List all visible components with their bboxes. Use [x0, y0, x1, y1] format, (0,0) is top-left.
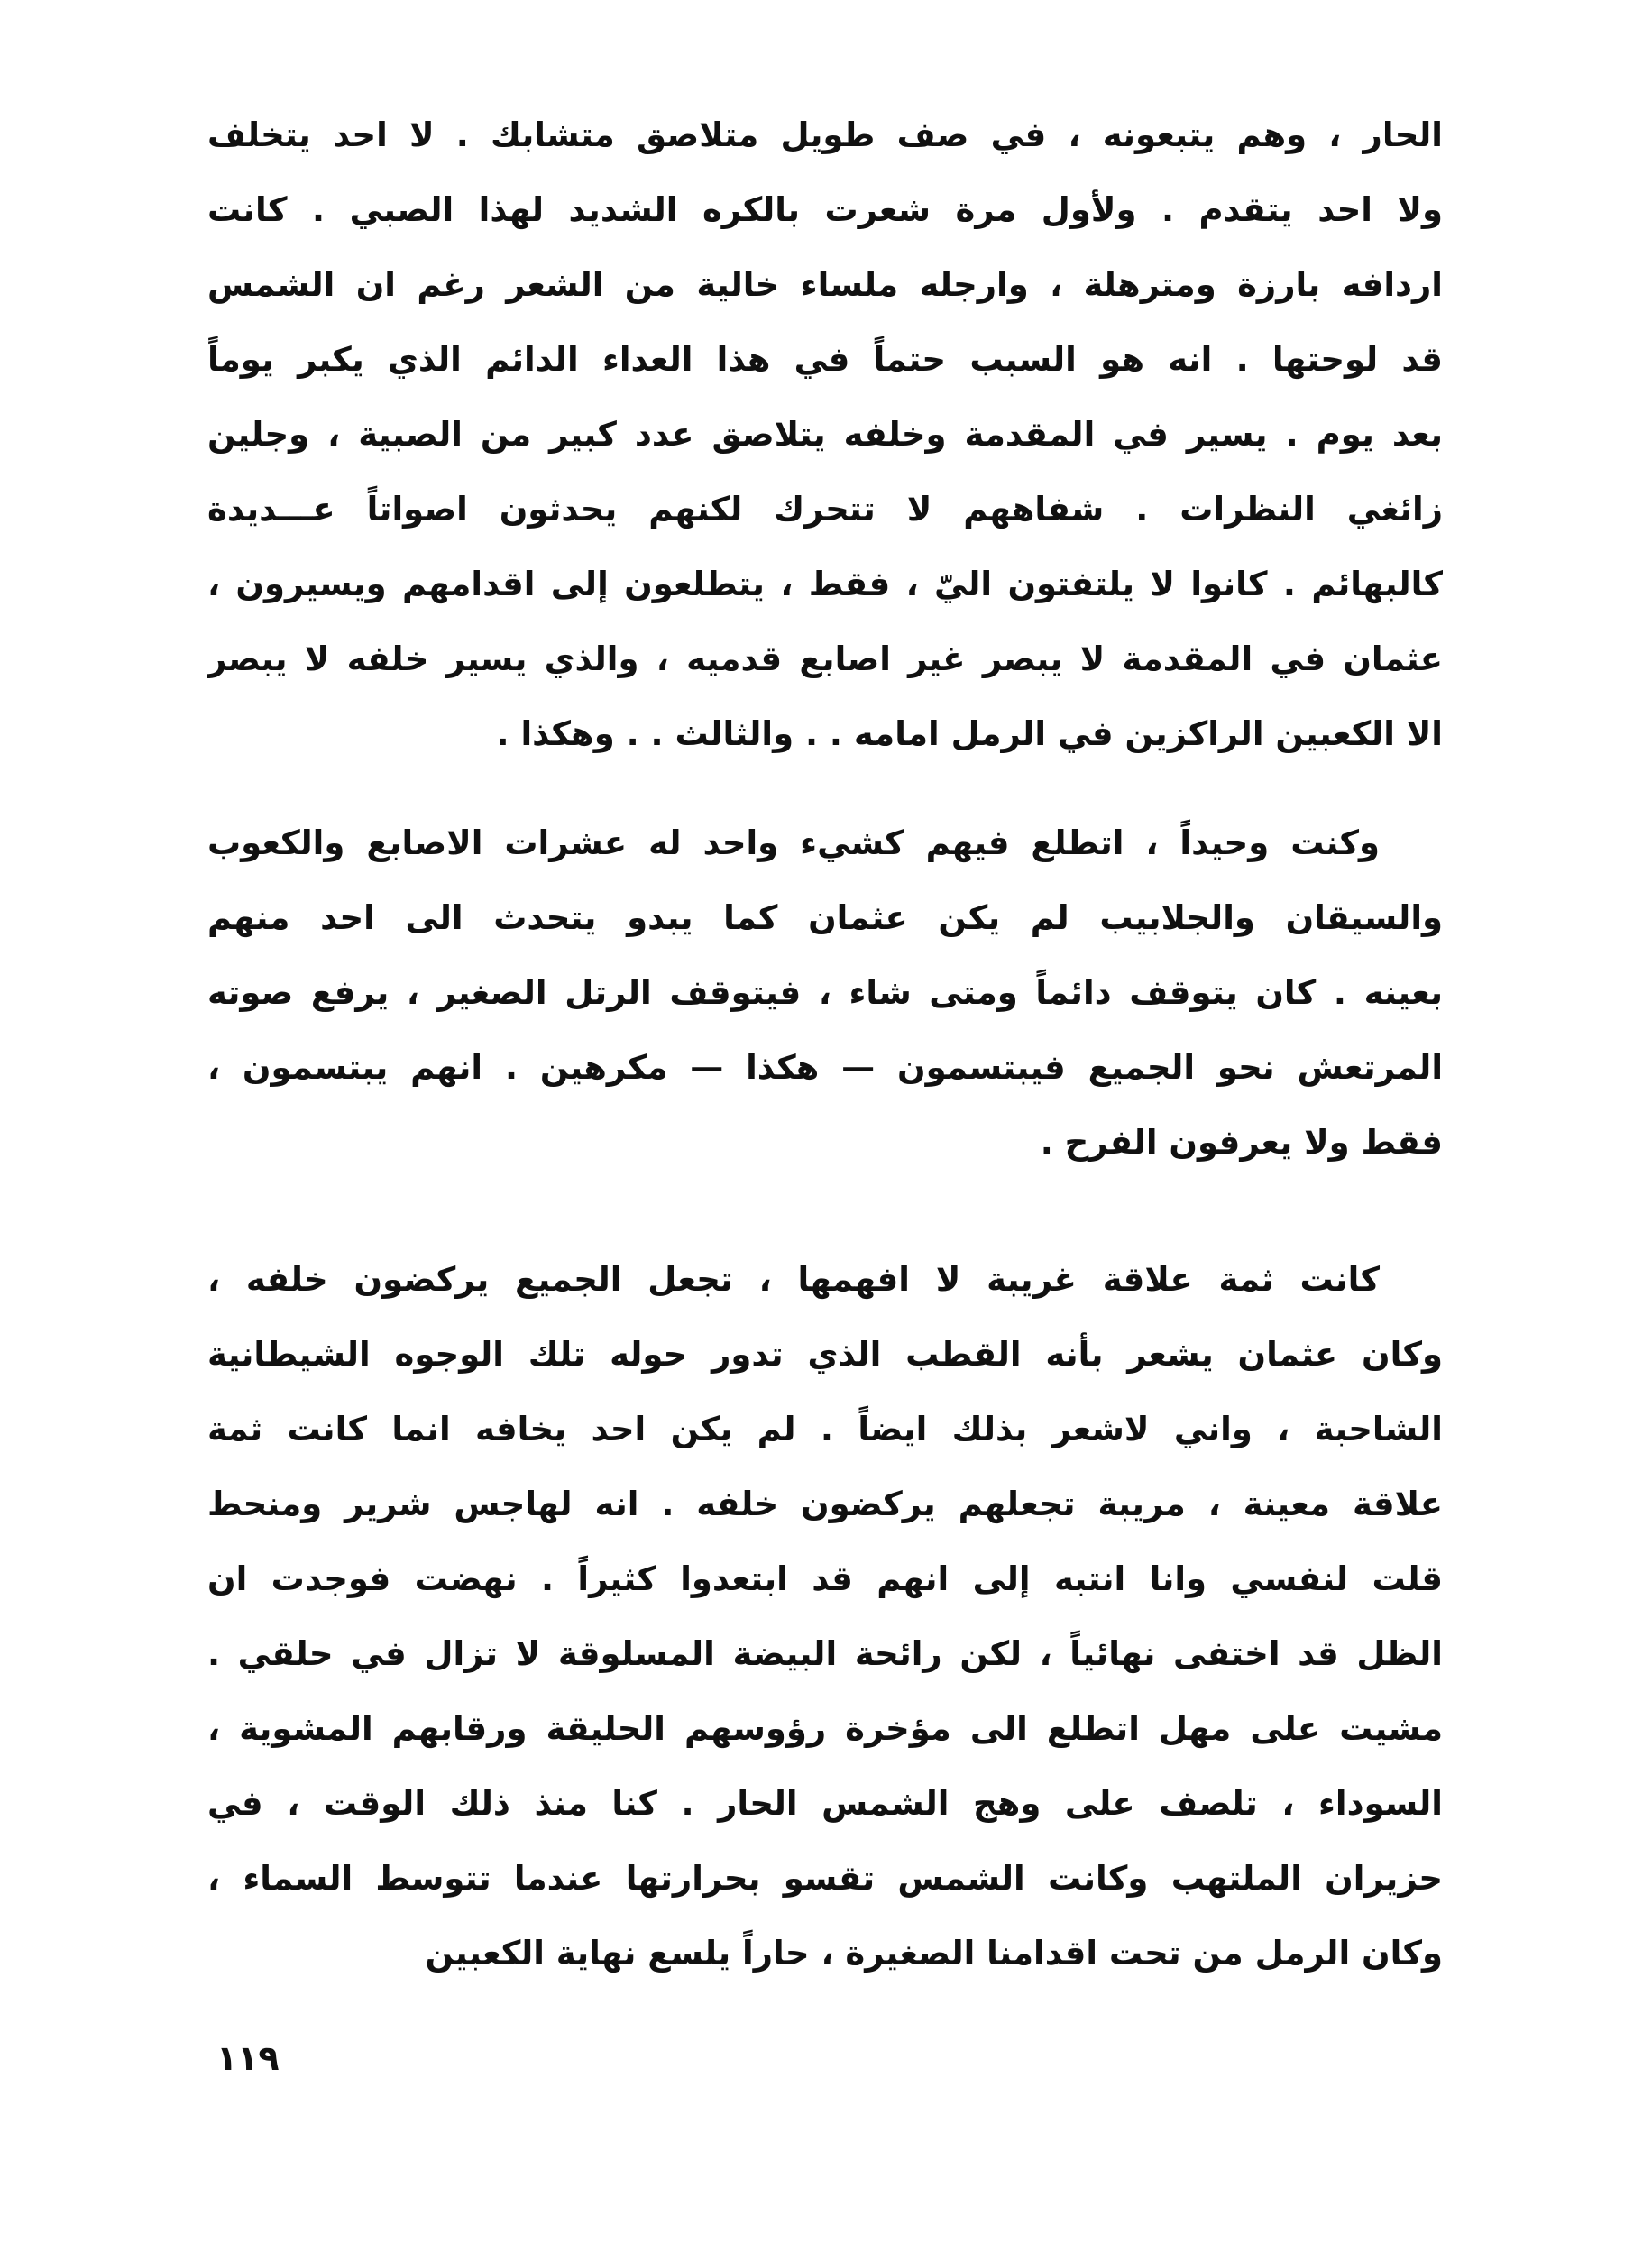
- paragraph-1: [207, 97, 1443, 771]
- text-line: فقط ولا يعرفون الفرح .: [1040, 1123, 1443, 1162]
- text-line: اردافه بارزة ومترهلة ، وارجله ملساء خالية من الشعر رغم ان الشمس: [207, 265, 1443, 304]
- page-number: ١١٩: [216, 2038, 280, 2078]
- text-line: الحار ، وهم يتبعونه ، في صف طويل متلاصق متشابك . لا احد يتخلف: [207, 115, 1443, 154]
- text-line: قلت لنفسي وانا انتبه إلى انهم قد ابتعدوا كثيراً . نهضت فوجدت ان: [207, 1559, 1443, 1598]
- text-line: كالبهائم . كانوا لا يلتفتون اليّ ، فقط ، يتطلعون إلى اقدامهم ويسيرون ،: [207, 565, 1443, 603]
- text-line: علاقة معينة ، مريبة تجعلهم يركضون خلفه . انه لهاجس شرير ومنحط: [207, 1485, 1443, 1523]
- text-line: زائغي النظرات . شفاههم لا تتحرك لكنهم يحدثون اصواتاً عـــديدة: [207, 490, 1443, 529]
- text-line: المرتعش نحو الجميع فيبتسمون — هكذا — مكرهين . انهم يبتسمون ،: [207, 1048, 1443, 1087]
- text-line: مشيت على مهل اتطلع الى مؤخرة رؤوسهم الحليقة ورقابهم المشوية ،: [207, 1709, 1443, 1748]
- text-line: الشاحبة ، واني لاشعر بذلك ايضاً . لم يكن احد يخافه انما كانت ثمة: [207, 1410, 1443, 1448]
- text-line: السوداء ، تلصف على وهج الشمس الحار . كنا منذ ذلك الوقت ، في: [207, 1784, 1443, 1823]
- text-line: وكان الرمل من تحت اقدامنا الصغيرة ، حاراً يلسع نهاية الكعبين: [425, 1934, 1443, 1973]
- paragraph-3: [207, 1242, 1443, 1991]
- text-line: الا الكعبين الراكزين في الرمل امامه . . والثالث . . وهكذا .: [496, 714, 1443, 753]
- text-line: كانت ثمة علاقة غريبة لا افهمها ، تجعل الجميع يركضون خلفه ،: [207, 1260, 1380, 1299]
- paragraph-2: [207, 805, 1443, 1180]
- text-line: حزيران الملتهب وكانت الشمس تقسو بحرارتها عندما تتوسط السماء ،: [207, 1859, 1443, 1898]
- text-line: وكان عثمان يشعر بأنه القطب الذي تدور حوله تلك الوجوه الشيطانية: [207, 1335, 1443, 1374]
- text-line: الظل قد اختفى نهائياً ، لكن رائحة البيضة المسلوقة لا تزال في حلقي .: [207, 1634, 1443, 1673]
- text-line: بعد يوم . يسير في المقدمة وخلفه يتلاصق عدد كبير من الصبية ، وجلين: [207, 415, 1443, 454]
- text-line: ولا احد يتقدم . ولأول مرة شعرت بالكره الشديد لهذا الصبي . كانت: [207, 190, 1443, 229]
- text-line: قد لوحتها . انه هو السبب حتماً في هذا العداء الدائم الذي يكبر يوماً: [207, 340, 1443, 379]
- text-line: والسيقان والجلابيب لم يكن عثمان كما يبدو يتحدث الى احد منهم: [207, 898, 1443, 937]
- text-line: وكنت وحيداً ، اتطلع فيهم كشيء واحد له عشرات الاصابع والكعوب: [207, 823, 1380, 862]
- text-line: عثمان في المقدمة لا يبصر غير اصابع قدميه ، والذي يسير خلفه لا يبصر: [207, 639, 1443, 678]
- text-line: بعينه . كان يتوقف دائماً ومتى شاء ، فيتوقف الرتل الصغير ، يرفع صوته: [207, 973, 1443, 1012]
